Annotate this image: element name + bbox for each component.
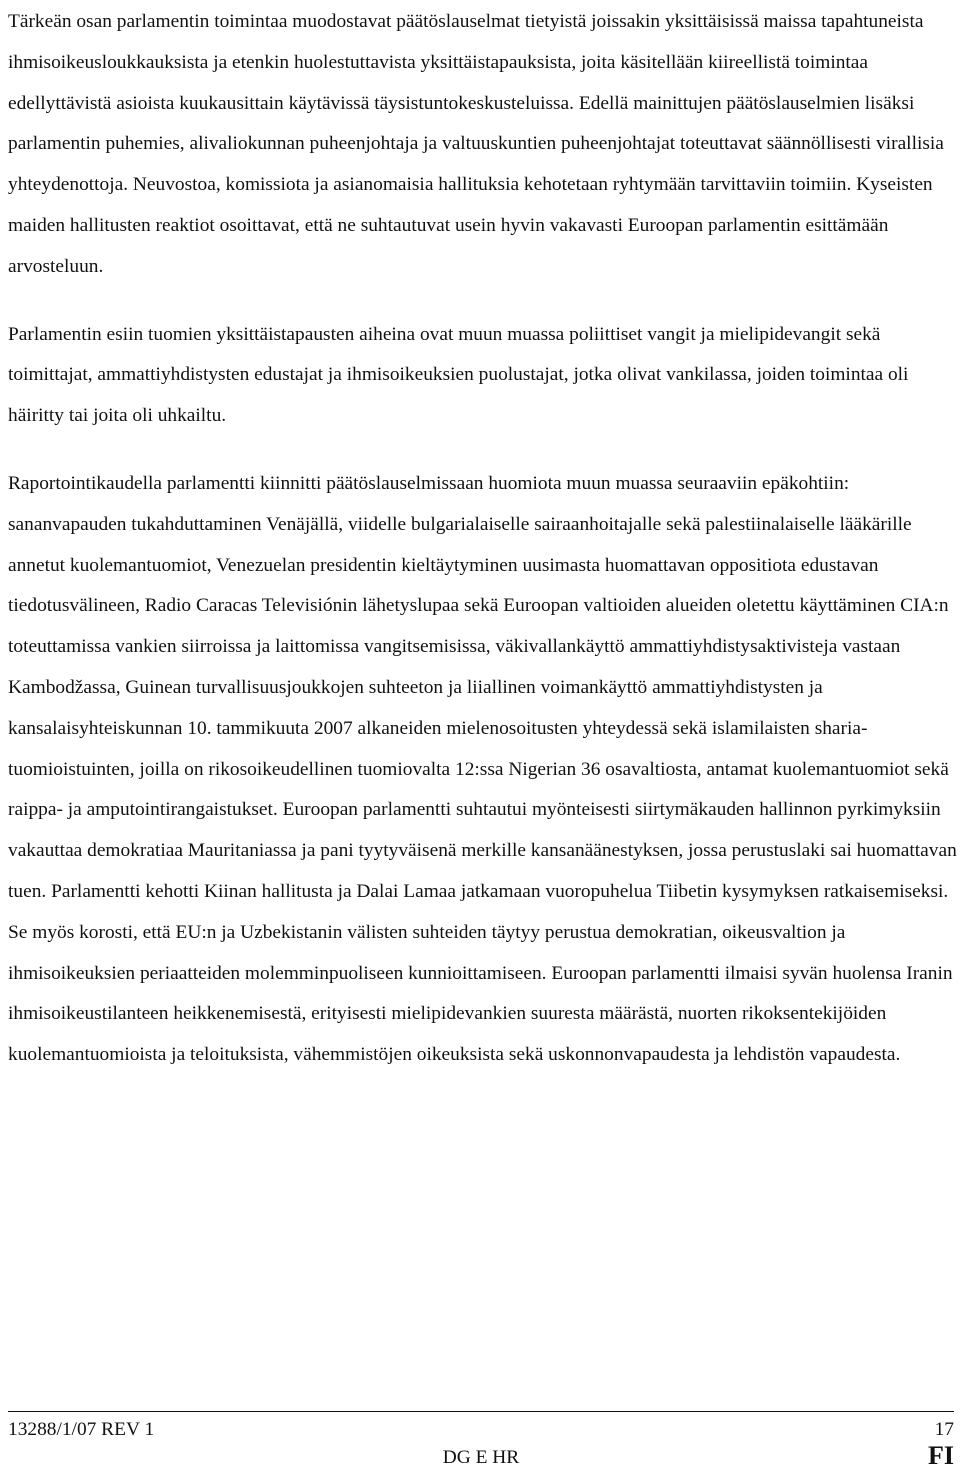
page-footer [8, 1411, 954, 1471]
document-body [8, 2, 958, 1076]
language-code: FI [928, 1441, 954, 1470]
paragraph-2: Parlamentin esiin tuomien yksittäistapausten aiheina ovat muun muassa poliittiset vangit ja mielipidevangit sekä toimittajat, ammattiyhdistysten edustajat ja ihmisoikeuksien puolustajat, jotka olivat vankilassa, joiden toimintaa oli häiritty tai joita oli uhkailtu. [8, 323, 909, 427]
page-number: 17 [934, 1419, 954, 1440]
paragraph-3: Raportointikaudella parlamentti kiinnitti päätöslauselmissaan huomiota muun muassa seuraaviin epäkohtiin: sananvapauden tukahduttaminen Venäjällä, viidelle bulgarialaiselle sairaanhoitajalle sekä palestiinalaiselle lääkärille annetut kuolemantuomiot, Venezuelan presidentin kieltäytyminen uusimasta huomattavan oppositiota edustavan tiedotusvälineen, Radio Caracas Televisiónin lähetyslupaa sekä Euroopan valtioiden alueiden oletettu käyttäminen CIA:n toteuttamissa vankien siirroissa ja laittomissa vangitsemisissa, väkivallankäyttö ammattiyhdistysaktivisteja vastaan Kambodžassa, Guinean turvallisuusjoukkojen suhteeton ja liiallinen voimankäyttö ammattiyhdistysten ja kansalaisyhteiskunnan 10. tammikuuta 2007 alkaneiden mielenosoitusten yhteydessä sekä islamilaisten sharia-tuomioistuinten, joilla on rikosoikeudellinen tuomiovalta 12:ssa Nigerian 36 osavaltiosta, antamat kuolemantuomiot sekä raippa- ja amputointirangaistukset. Euroopan parlamentti suhtautui myönteisesti siirtymäkauden hallinnon pyrkimyksiin vakauttaa demokratiaa Mauritaniassa ja pani tyytyväisenä merkille kansanäänestyksen, jossa perustuslaki sai huomattavan tuen. Parlamentti kehotti Kiinan hallitusta ja Dalai Lamaa jatkamaan vuoropuhelua Tiibetin kysymyksen ratkaisemiseksi. Se myös korosti, että EU:n ja Uzbekistanin välisten suhteiden täytyy perustua demokratian, oikeusvaltion ja ihmisoikeuksien periaatteiden molemminpuoliseen kunnioittamiseen. Euroopan parlamentti ilmaisi syvän huolensa Iranin ihmisoikeustilanteen heikkenemisestä, erityisesti mielipidevankien suuresta määrästä, nuorten rikoksentekijöiden kuolemantuomioista ja teloituksista, vähemmistöjen oikeuksista sekä uskonnonvapaudesta ja lehdistön vapaudesta. [8, 472, 957, 1066]
paragraph-1: Tärkeän osan parlamentin toimintaa muodostavat päätöslauselmat tietyistä joissakin yksittäisissä maissa tapahtuneista ihmisoikeusloukkauksista ja etenkin huolestuttavista yksittäistapauksista, joita käsitellään kiireellistä toimintaa edellyttävistä asioista kuukausittain käytävissä täysistuntokeskusteluissa. Edellä mainittujen päätöslauselmien lisäksi parlamentin puhemies, alivaliokunnan puheenjohtaja ja valtuuskuntien puheenjohtajat toteuttavat säännöllisesti virallisia yhteydenottoja. Neuvostoa, komissiota ja asianomaisia hallituksia kehotetaan ryhtymään tarvittaviin toimiin. Kyseisten maiden hallitusten reaktiot osoittavat, että ne suhtautuvat usein hyvin vakavasti Euroopan parlamentin esittämään arvosteluun. [8, 11, 944, 277]
document-code: 13288/1/07 REV 1 [8, 1419, 155, 1440]
footer-divider [8, 1411, 954, 1412]
directorate-label: DG E HR [442, 1447, 520, 1468]
